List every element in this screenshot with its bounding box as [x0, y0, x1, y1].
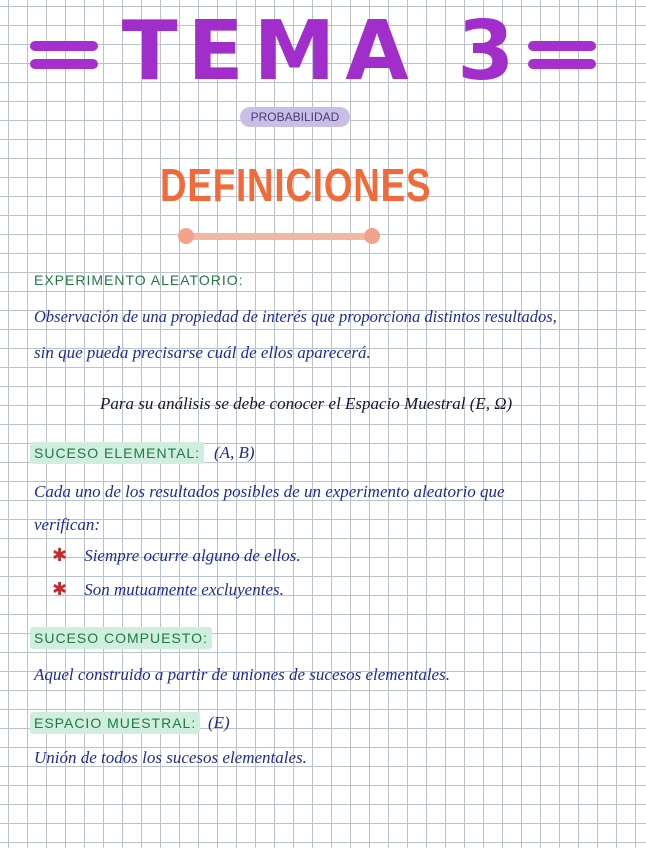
underline-left-dot — [178, 228, 194, 244]
heading-underline — [186, 233, 374, 240]
title-banner — [0, 6, 646, 98]
suceso-elemental-line-1: Cada uno de los resultados posibles de un experimento aleatorio que — [34, 482, 505, 501]
asterisk-bullet-icon: ✱ — [52, 579, 68, 600]
suceso-elemental-notation: (A, B) — [214, 443, 255, 462]
asterisk-bullet-icon: ✱ — [52, 545, 68, 566]
section-heading: DEFINICIONES — [160, 159, 432, 211]
list-item — [52, 545, 301, 567]
espacio-muestral-notation: (E) — [208, 713, 230, 732]
bullet-text: Siempre ocurre alguno de ellos. — [84, 546, 301, 565]
label-suceso-compuesto: SUCESO COMPUESTO: — [30, 627, 212, 649]
label-experimento-aleatorio: EXPERIMENTO ALEATORIO: — [34, 272, 244, 288]
underline-right-dot — [364, 228, 380, 244]
title-right-bar-lower — [528, 59, 596, 69]
list-item — [52, 579, 284, 601]
experimento-line-1: Observación de una propiedad de interés que proporciona distintos resultados, — [34, 307, 557, 326]
title-right-bar — [528, 41, 596, 51]
experimento-line-2: sin que pueda precisarse cuál de ellos aparecerá. — [34, 343, 371, 362]
bullet-text: Son mutuamente excluyentes. — [84, 580, 284, 599]
experimento-note: Para su análisis se debe conocer el Espacio Muestral (E, Ω) — [100, 394, 513, 413]
suceso-compuesto-line-1: Aquel construido a partir de uniones de sucesos elementales. — [34, 665, 450, 684]
label-espacio-muestral: ESPACIO MUESTRAL: — [30, 712, 200, 734]
espacio-muestral-line-1: Unión de todos los sucesos elementales. — [34, 748, 307, 767]
subtitle-badge: PROBABILIDAD — [240, 107, 350, 127]
suceso-elemental-line-2: verifican: — [34, 515, 101, 534]
page-title: TEMA 3 — [121, 4, 525, 99]
label-suceso-elemental: SUCESO ELEMENTAL: — [30, 442, 204, 464]
